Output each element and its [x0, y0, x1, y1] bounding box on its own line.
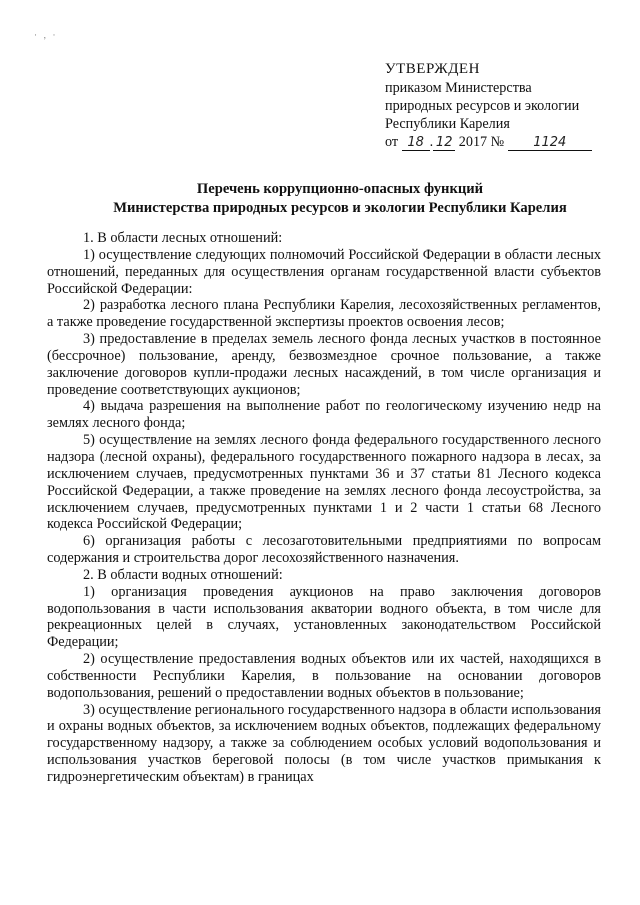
approval-line: приказом Министерства — [385, 80, 532, 96]
paragraph: 2) разработка лесного плана Республики Карелия, лесохозяйственных регламентов, а также проведение государственной экспертизы проектов освоения лесов; — [47, 297, 601, 331]
date-month-handwritten: 12 — [433, 136, 455, 151]
paragraph: 3) осуществление регионального государственного надзора в области использования и охраны водных объектов, за исключением водных объектов, подлежащих федеральному государственному надзору, а также за соблюдением особых условий водопользования и использования участков береговой полосы (в том числе участков примыкания к гидроэнергетическим объектам) в границах — [47, 701, 601, 785]
date-prefix: от — [385, 134, 399, 150]
approval-stamp — [385, 60, 635, 151]
approval-line: природных ресурсов и экологии — [385, 98, 580, 114]
document-body — [47, 230, 601, 786]
paragraph: 2) осуществление предоставления водных объектов или их частей, находящихся в собственности Республики Карелия, в пользование на основании договоров водопользования, решений о предоставлении водных объектов в пользование; — [47, 651, 601, 701]
section-heading-forest: 1. В области лесных отношений: — [83, 230, 283, 246]
paragraph: 5) осуществление на землях лесного фонда федерального государственного лесного надзора (лесной охраны), федерального государственного пожарного надзора в лесах, за исключением случаев, предусмотренных пунктами 36 и 37 статьи 81 Лесного кодекса Российской Федерации, а также проведение на землях лесного фонда лесоустройства, за исключением случаев, предусмотренных пунктами 1 и 2 части 1 статьи 68 Лесного кодекса Российской Федерации; — [47, 432, 601, 533]
paragraph: 1) организация проведения аукционов на право заключения договоров водопользования в части использования акватории водного объекта, в том числе для рекреационных целей в случаях, установленных законодательством Российской Федерации; — [47, 583, 601, 651]
order-number-handwritten: 1124 — [508, 136, 592, 151]
paragraph: 6) организация работы с лесозаготовительными предприятиями по вопросам содержания и строительства дорог лесохозяйственного назначения. — [47, 533, 601, 567]
date-year: 2017 — [458, 134, 488, 150]
approval-line: Республики Карелия — [385, 116, 510, 132]
scan-artifact: · ‚ · — [34, 30, 58, 40]
number-sign: № — [490, 134, 505, 150]
paragraph: 1) осуществление следующих полномочий Российской Федерации в области лесных отношений, переданных для осуществления органам государственной власти субъектов Российской Федерации: — [47, 246, 601, 297]
title-line-2: Министерства природных ресурсов и экологии Республики Карелия — [113, 200, 567, 216]
section-heading-water: 2. В области водных отношений: — [83, 566, 283, 583]
date-day-handwritten: 18 — [402, 136, 430, 151]
paragraph: 3) предоставление в пределах земель лесного фонда лесных участков в постоянное (бессрочное) пользование, аренду, безвозмездное срочное пользование, а также заключение договоров купли-продажи лесных насаждений, в том числе организация и проведение соответствующих аукционов; — [47, 331, 601, 398]
paragraph: 4) выдача разрешения на выполнение работ по геологическому изучению недр на землях лесного фонда; — [47, 398, 601, 432]
approval-date-line — [385, 133, 635, 151]
approval-heading: УТВЕРЖДЕН — [385, 61, 480, 77]
date-separator: . — [429, 134, 434, 150]
title-line-1: Перечень коррупционно-опасных функций — [196, 181, 484, 197]
document-title — [60, 180, 620, 218]
